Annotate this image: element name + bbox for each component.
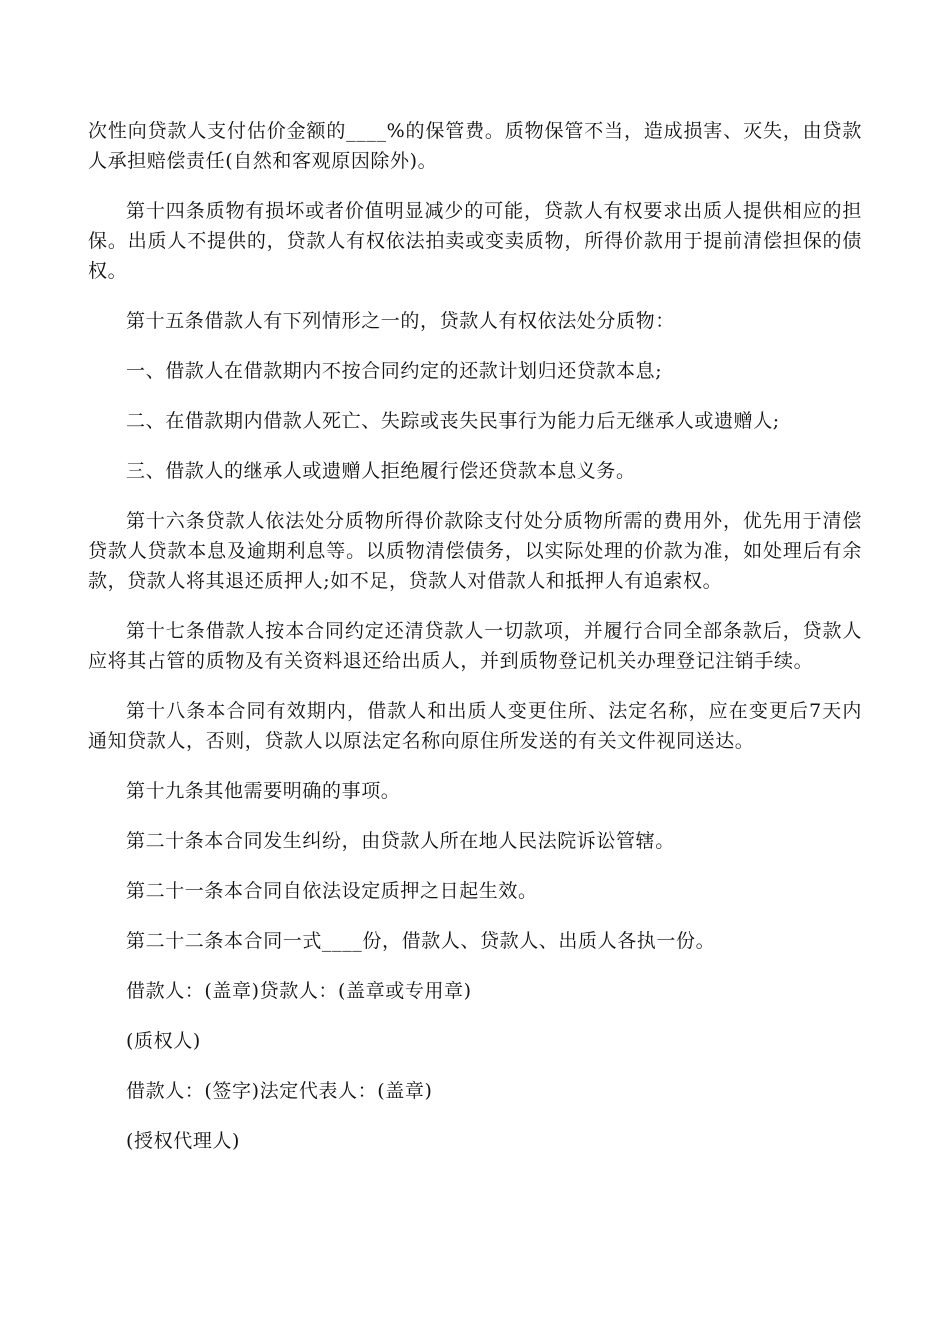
- paragraph-item-1: 一、借款人在借款期内不按合同约定的还款计划归还贷款本息;: [126, 360, 663, 382]
- paragraph-article-15: 第十五条借款人有下列情形之一的，贷款人有权依法处分质物：: [126, 310, 675, 332]
- paragraph-article-17: 第十七条借款人按本合同约定还清贷款人一切款项，并履行合同全部条款后，贷款人应将其占管的质物及有关资料退还给出质人，并到质物登记机关办理登记注销手续。: [88, 620, 862, 672]
- paragraph-article-18: 第十八条本合同有效期内，借款人和出质人变更住所、法定名称，应在变更后7天内通知贷款人，否则，贷款人以原法定名称向原住所发送的有关文件视同送达。: [88, 700, 862, 752]
- document-page: [88, 116, 862, 1156]
- paragraph-storage-fee: 次性向贷款人支付估价金额的____%的保管费。质物保管不当，造成损害、灭失，由贷款人承担赔偿责任(自然和客观原因除外)。: [88, 120, 862, 172]
- paragraph-article-16: 第十六条贷款人依法处分质物所得价款除支付处分质物所需的费用外，优先用于清偿贷款人贷款本息及逾期利息等。以质物清偿债务，以实际处理的价款为准，如处理后有余款，贷款人将其退还质押人;如不足，贷款人对借款人和抵押人有追索权。: [88, 510, 862, 592]
- paragraph-item-3: 三、借款人的继承人或遗赠人拒绝履行偿还贷款本息义务。: [126, 460, 636, 482]
- paragraph-item-2: 二、在借款期内借款人死亡、失踪或丧失民事行为能力后无继承人或遗赠人;: [126, 410, 780, 432]
- paragraph-article-22: 第二十二条本合同一式____份，借款人、贷款人、出质人各执一份。: [126, 930, 716, 952]
- paragraph-article-19: 第十九条其他需要明确的事项。: [126, 780, 401, 802]
- signature-line-pledgee: (质权人): [126, 1030, 201, 1052]
- paragraph-article-20: 第二十条本合同发生纠纷，由贷款人所在地人民法院诉讼管辖。: [126, 830, 675, 852]
- paragraph-article-14: 第十四条质物有损坏或者价值明显减少的可能，贷款人有权要求出质人提供相应的担保。出质人不提供的，贷款人有权依法拍卖或变卖质物，所得价款用于提前清偿担保的债权。: [88, 200, 862, 282]
- signature-line-sign: 借款人：(签字)法定代表人：(盖章): [126, 1080, 433, 1102]
- signature-line-agent: (授权代理人): [126, 1130, 241, 1152]
- signature-line-seal: 借款人：(盖章)贷款人：(盖章或专用章): [126, 980, 472, 1002]
- paragraph-article-21: 第二十一条本合同自依法设定质押之日起生效。: [126, 880, 538, 902]
